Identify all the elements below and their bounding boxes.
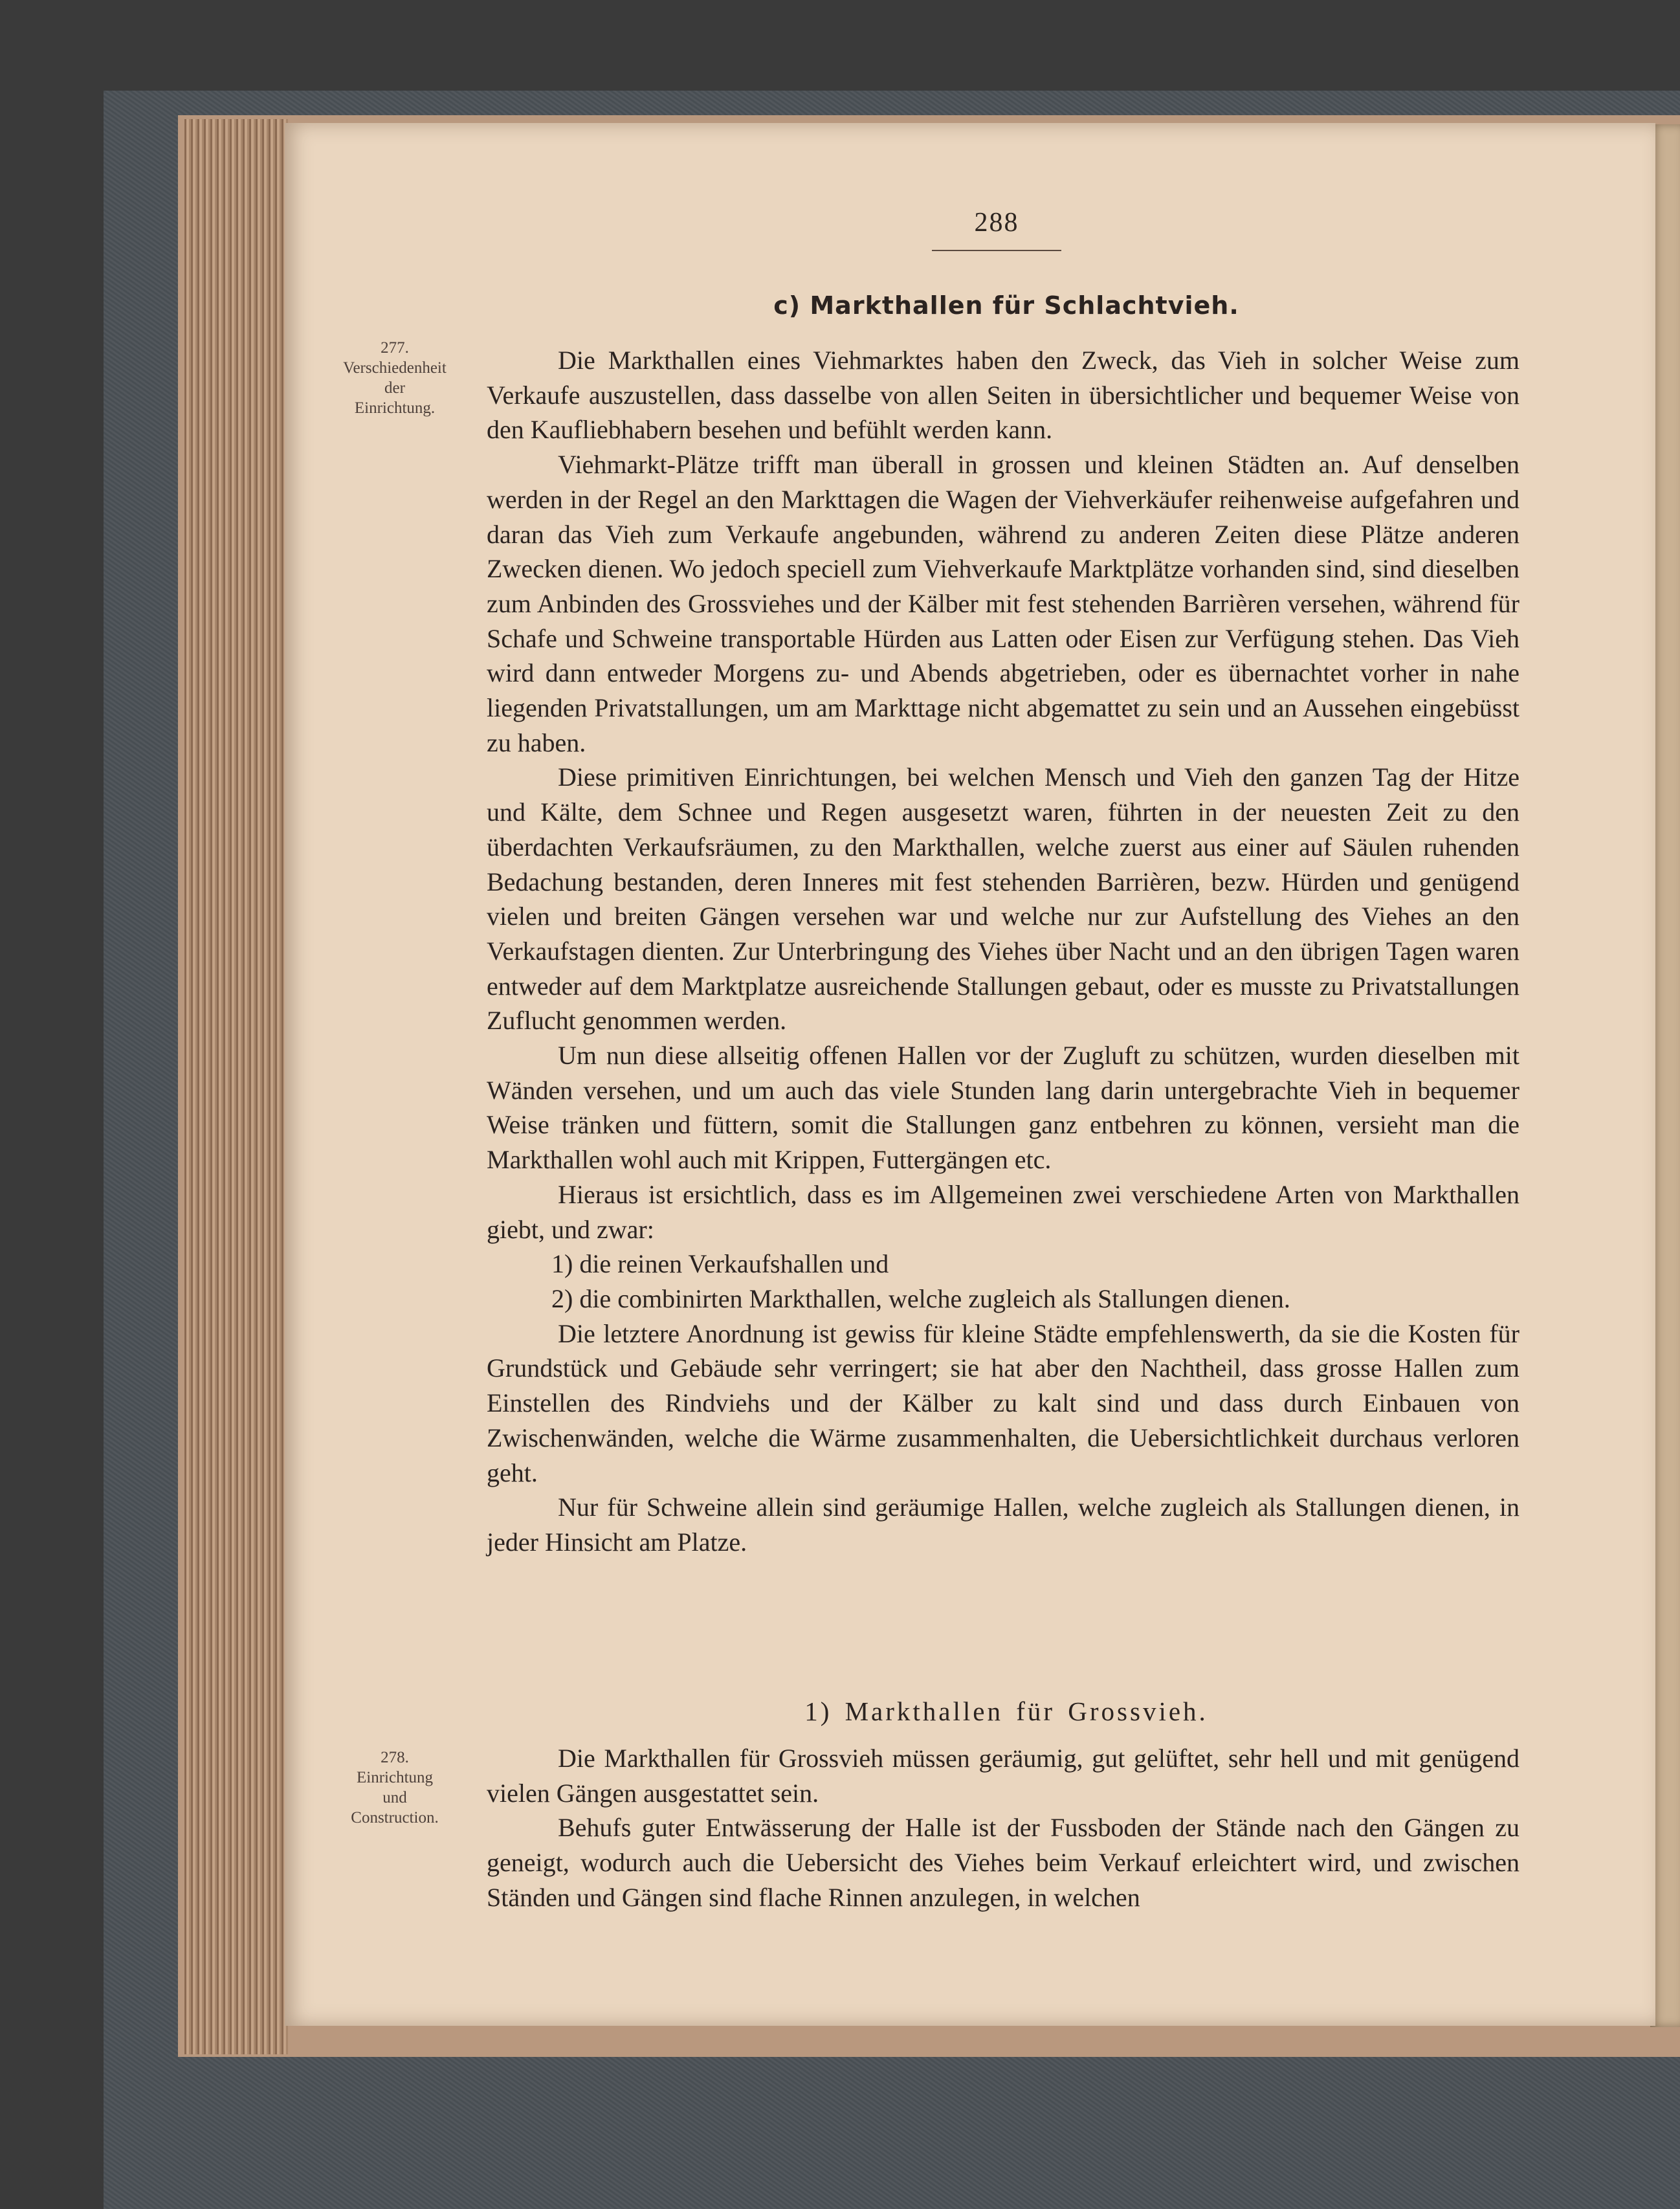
paragraph: Behufs guter Entwässerung der Halle ist der Fussboden der Stände nach den Gängen zu geneigt, wodurch auch die Uebersicht des Viehes beim Verkauf erleichtert wird, und zwischen Ständen und Gängen sind flache Rinnen anzulegen, in welchen xyxy=(487,1813,1520,1912)
paragraph: Die Markthallen eines Viehmarktes haben den Zweck, das Vieh in solcher Weise zum Verkaufe auszustellen, dass dasselbe von allen Seiten in übersichtlicher und bequemer Weise von den Kaufliebhabern besehen und befühlt werden kann. xyxy=(487,346,1520,445)
paragraph: Nur für Schweine allein sind geräumige Hallen, welche zugleich als Stallungen dienen, in jeder Hinsicht am Platze. xyxy=(487,1493,1520,1557)
margin-note-number: 277. xyxy=(381,339,409,357)
paragraph: Die Markthallen für Grossvieh müssen geräumig, gut gelüftet, sehr hell und mit genügend vielen Gängen ausgestattet sein. xyxy=(487,1744,1520,1808)
margin-note-278 xyxy=(311,1748,479,1828)
page-edges xyxy=(184,119,288,2054)
page-number: 288 xyxy=(974,208,1019,238)
margin-note-line: der xyxy=(384,379,405,397)
margin-note-line: Construction. xyxy=(351,1809,439,1826)
paragraph: Um nun diese allseitig offenen Hallen vor der Zugluft zu schützen, wurden dieselben mit Wänden versehen, und um auch das viele Stunden lang darin untergebrachte Vieh in bequemer Weise tränken und füttern, somit die Stallungen ganz entbehren zu können, versieht man die Markthallen wohl auch mit Krippen, Futtergängen etc. xyxy=(487,1041,1520,1175)
page-number-rule xyxy=(932,250,1061,251)
paragraph: Diese primitiven Einrichtungen, bei welchen Mensch und Vieh den ganzen Tag der Hitze und Kälte, dem Schnee und Regen ausgesetzt waren, führten in der neuesten Zeit zu den überdachten Verkaufsräumen, zu den Markthallen, welche zuerst aus einer auf Säulen ruhenden Bedachung bestanden, deren Inneres mit fest stehenden Barrièren, bezw. Hürden und genügend vielen und breiten Gängen versehen war und welche nur zur Aufstellung des Viehes an den Verkaufstagen dienten. Zur Unterbringung des Viehes über Nacht und an den übrigen Tagen waren entweder auf dem Marktplatze ausreichende Stallungen gebaut, oder es musste zu Privatstallungen Zuflucht genommen werden. xyxy=(487,762,1520,1036)
margin-note-line: Verschiedenheit xyxy=(343,359,447,377)
section-1-body xyxy=(487,1741,1520,1915)
section-heading-1: 1) Markthallen für Grossvieh. xyxy=(804,1696,1208,1726)
list-item: 1) die reinen Verkaufshallen und xyxy=(551,1249,889,1279)
margin-note-277 xyxy=(311,338,479,418)
margin-note-number: 278. xyxy=(381,1749,409,1766)
margin-note-line: Einrichtung xyxy=(356,1769,434,1786)
margin-note-line: und xyxy=(382,1789,407,1806)
list-item: 2) die combinirten Markthallen, welche zugleich als Stallungen dienen. xyxy=(551,1283,1290,1313)
section-heading-c: c) Markthallen für Schlachtvieh. xyxy=(773,291,1239,320)
section-c-body xyxy=(487,343,1520,1560)
margin-note-line: Einrichtung. xyxy=(354,399,436,417)
paragraph: Die letztere Anordnung ist gewiss für kleine Städte empfehlenswerth, da sie die Kosten für Grundstück und Gebäude sehr verringert; sie hat aber den Nachtheil, dass grosse Hallen zum Einstellen des Rindviehs und der Kälber zu kalt sind und dass durch Einbauen von Zwischenwänden, welche die Wärme zusammenhalten, die Uebersichtlichkeit durchaus verloren geht. xyxy=(487,1318,1520,1487)
paragraph: Hieraus ist ersichtlich, dass es im Allgemeinen zwei verschiedene Arten von Markthallen giebt, und zwar: xyxy=(487,1179,1520,1244)
paragraph: Viehmarkt-Plätze trifft man überall in grossen und kleinen Städten an. Auf denselben werden in der Regel an den Markttagen die Wagen der Viehverkäufer reihenweise aufgefahren und daran das Vieh zum Verkaufe angebunden, während zu anderen Zeiten diese Plätze anderen Zwecken dienen. Wo jedoch speciell zum Viehverkaufe Marktplätze vorhanden sind, sind dieselben zum Anbinden des Grossviehes und der Kälber mit fest stehenden Barrièren versehen, während für Schafe und Schweine transportable Hürden aus Latten oder Eisen zur Verfügung stehen. Das Vieh wird dann entweder Morgens zu- und Abends abgetrieben, oder es übernachtet vorher in nahe liegenden Privatstallungen, um am Markttage nicht abgemattet zu sein und an Aussehen eingebüsst zu haben. xyxy=(487,450,1520,757)
